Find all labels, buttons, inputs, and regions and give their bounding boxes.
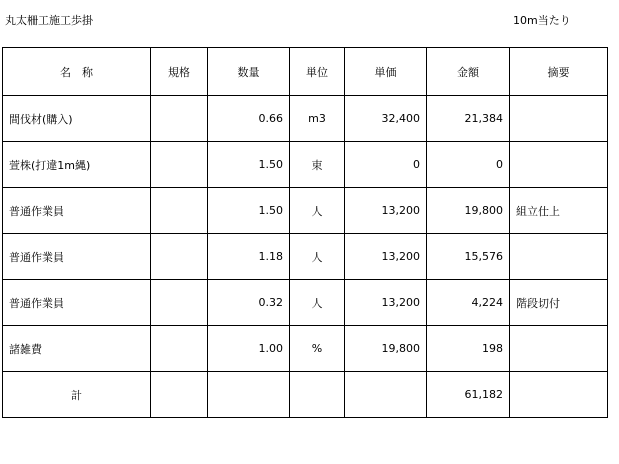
cell-name: 普通作業員 <box>3 280 151 326</box>
cell-unit-price: 13,200 <box>345 188 427 234</box>
cell-quantity: 0.32 <box>208 280 290 326</box>
cell-unit <box>290 372 345 418</box>
cell-amount: 4,224 <box>427 280 510 326</box>
cost-table <box>2 47 608 418</box>
cell-name: 普通作業員 <box>3 234 151 280</box>
cell-spec <box>151 142 208 188</box>
table-row <box>3 188 608 234</box>
cell-remarks <box>510 234 608 280</box>
cell-remarks <box>510 326 608 372</box>
unit-note: 10m当たり <box>513 14 571 27</box>
column-header-amount: 金額 <box>427 48 510 96</box>
cell-amount: 198 <box>427 326 510 372</box>
cell-quantity: 1.50 <box>208 188 290 234</box>
cell-amount: 21,384 <box>427 96 510 142</box>
table-header-row <box>3 48 608 96</box>
cell-amount: 15,576 <box>427 234 510 280</box>
column-header-spec: 規格 <box>151 48 208 96</box>
cell-unit-price: 13,200 <box>345 280 427 326</box>
cell-spec <box>151 326 208 372</box>
cell-unit: 人 <box>290 188 345 234</box>
table-row <box>3 142 608 188</box>
column-header-quantity: 数量 <box>208 48 290 96</box>
cell-amount: 19,800 <box>427 188 510 234</box>
column-header-remarks: 摘要 <box>510 48 608 96</box>
cell-unit: 人 <box>290 234 345 280</box>
cell-quantity: 1.18 <box>208 234 290 280</box>
cell-remarks <box>510 142 608 188</box>
page-title: 丸太柵工施工歩掛 <box>5 14 93 27</box>
cell-spec <box>151 96 208 142</box>
cell-unit-price: 0 <box>345 142 427 188</box>
column-header-unit: 単位 <box>290 48 345 96</box>
cell-spec <box>151 188 208 234</box>
cell-remarks: 組立仕上 <box>510 188 608 234</box>
cell-spec <box>151 234 208 280</box>
total-amount: 61,182 <box>427 372 510 418</box>
cell-spec <box>151 280 208 326</box>
cell-remarks: 階段切付 <box>510 280 608 326</box>
cell-unit: 人 <box>290 280 345 326</box>
cell-name: 萱株(打違1m縄) <box>3 142 151 188</box>
cell-quantity: 0.66 <box>208 96 290 142</box>
cell-quantity <box>208 372 290 418</box>
table-row <box>3 280 608 326</box>
table-row <box>3 234 608 280</box>
cell-quantity: 1.00 <box>208 326 290 372</box>
cell-unit: 束 <box>290 142 345 188</box>
table-row <box>3 96 608 142</box>
total-label: 計 <box>3 372 151 418</box>
cell-remarks <box>510 372 608 418</box>
column-header-unit-price: 単価 <box>345 48 427 96</box>
cell-quantity: 1.50 <box>208 142 290 188</box>
table-row <box>3 326 608 372</box>
cell-unit-price: 19,800 <box>345 326 427 372</box>
column-header-name: 名 称 <box>3 48 151 96</box>
cell-unit: % <box>290 326 345 372</box>
total-row <box>3 372 608 418</box>
cell-amount: 0 <box>427 142 510 188</box>
cell-unit-price <box>345 372 427 418</box>
cell-spec <box>151 372 208 418</box>
cell-unit: m3 <box>290 96 345 142</box>
cell-unit-price: 32,400 <box>345 96 427 142</box>
cell-unit-price: 13,200 <box>345 234 427 280</box>
cell-name: 間伐材(購入) <box>3 96 151 142</box>
cell-remarks <box>510 96 608 142</box>
cell-name: 普通作業員 <box>3 188 151 234</box>
cell-name: 諸雑費 <box>3 326 151 372</box>
